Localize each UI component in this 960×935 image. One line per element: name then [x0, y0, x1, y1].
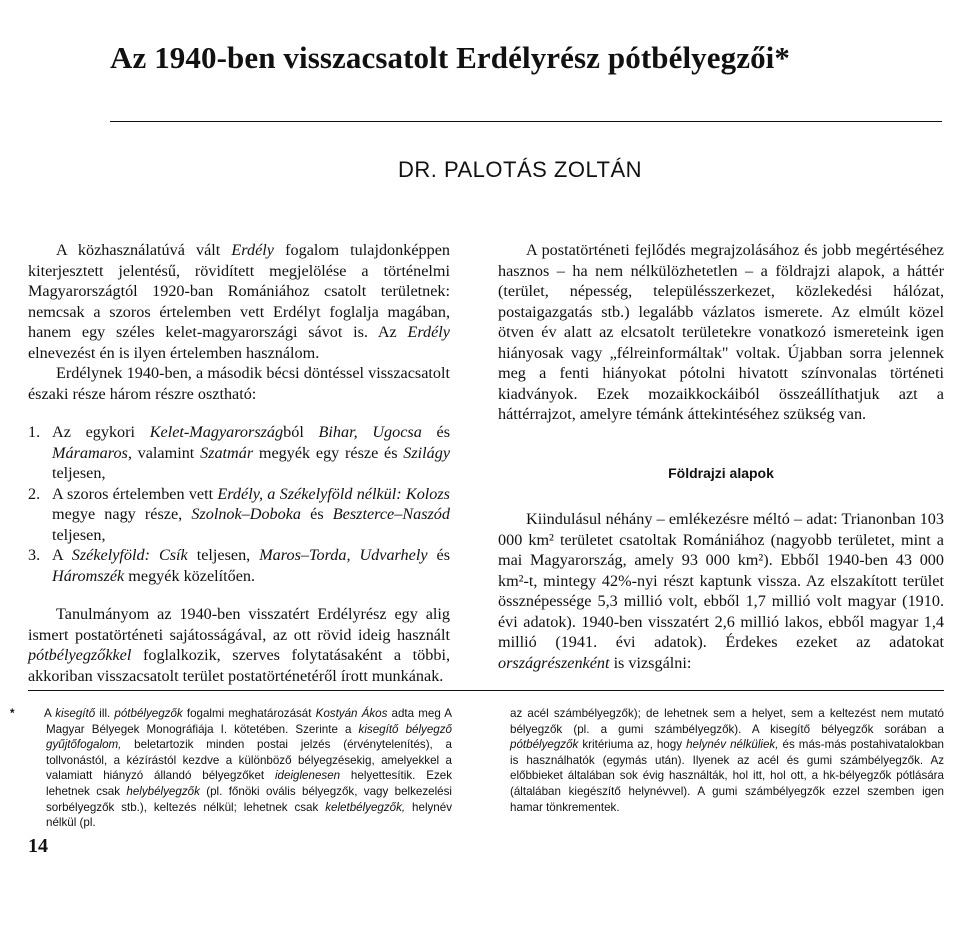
paragraph: A postatörténeti fejlődés megrajzolásához és jobb megértéséhez hasznos – ha nem nélkülözhetetlen – a földrajzi alapok, a háttér (terület, népesség, településszerkezet, közlekedési hálózat, postaigazgatás stb.) legalább vázlatos ismerete. Az elmúlt közel ötven év alatt az elcsatolt területekre vonatkozó ismereteink igen hiányosak vagy „félreinformáltak" voltak. Újabban sorra jelennek meg a fenti hiányokat pótolni hivatott színvonalas történeti kiadványok. Ezek mozaikkockáiból összeállíthatjuk azt a háttérrajzot, amelyre témánk áttekintéséhez szükség van.	[498, 241, 944, 423]
list-item: 2. A szoros értelemben vett Erdély, a Székelyföld nélkül: Kolozs megye nagy része, Szolnok–Doboka és Beszterce–Naszód teljesen,	[28, 484, 450, 544]
footnote-text: * A kisegítő ill. pótbélyegzők fogalmi meghatározását Kostyán Ákos adta meg A Magyar Bélyegek Monográfiája I. kötetében. Szerinte a kisegítő bélyegző gyűjtőfogalom, beletartozik minden postai jelzés (érvénytelenítés), a tollvonástól, a kézírástól kezdve a különböző bélyegzésekig, amelyekkel a valamiatt hiányzó állandó bélyegzőket ideiglenesen helyettesítik. Ezek lehetnek csak helybélyegzők (pl. főnöki ovális bélyegzők, vagy belkezelési sorbélyegzők stb.), keltezés nélkül; lehetnek csak keletbélyegzők, helynév nélkül (pl.	[10, 707, 453, 830]
footnote-right	[510, 706, 944, 815]
section-heading: Földrajzi alapok	[668, 464, 774, 481]
article-title: Az 1940-ben visszacsatolt Erdélyrész pótbélyegzői*	[110, 40, 790, 75]
paragraph: Erdélynek 1940-ben, a második bécsi döntéssel visszacsatolt északi része három részre osztható:	[28, 364, 450, 403]
footnote-left	[10, 706, 453, 831]
paragraph: Kiindulásul néhány – emlékezésre méltó – adat: Trianonban 103 000 km² területet csatoltak Romániához (nagyobb területet, mint a mai Magyarország, amely 93 000 km²). Ebből 1940-ben 43 000 km²-t, mintegy 42%-nyi részt kaptunk vissza. Az elszakított terület össznépessége 5,3 millió volt, ebből 1,7 millió volt magyar (1910. évi adatok). 1940-ben visszatért 2,6 millió lakos, ebből magyar 1,4 millió (1941. évi adatok). Érdekes ezeket az adatokat országrészenként is vizsgálni:	[498, 510, 944, 672]
left-column	[28, 240, 450, 686]
footnote-text: az acél számbélyegzők); de lehetnek sem a helyet, sem a keltezést nem mutató bélyegzők (pl. a gumi számbélyegzők). A kisegítő bélyegzők sorában a pótbélyegzők kritériuma az, hogy helynév nélküliek, és más-más postahivatalokban is használhatók (egymás után). Ilyenek az acél és gumi számbélyegzők. Az előbbieket általában sok évig használták, hol itt, hol ott, a hk-bélyegzők pótlására (általában kiegészítő helynévvel). A gumi számbélyegzők ezzel szemben igen hamar tönkrementek.	[510, 707, 944, 814]
title-rule	[110, 121, 942, 122]
footnote-rule	[28, 690, 944, 691]
author-name: DR. PALOTÁS ZOLTÁN	[397, 157, 643, 182]
region-list	[28, 422, 450, 586]
right-column	[498, 240, 944, 673]
list-item: 3. A Székelyföld: Csík teljesen, Maros–Torda, Udvarhely és Háromszék megyék közelítően.	[28, 546, 450, 585]
paragraph: A közhasználatúvá vált Erdély fogalom tulajdonképpen kiterjesztett jelentésű, rövidített megjelölése a történelmi Magyarországtól 1920-ban Romániához csatolt területnek: nemcsak a szoros értelemben vett Erdélyt foglalja magában, hanem egy széles kelet-magyarországi sávot is. Az Erdély elnevezést én is ilyen értelemben használom.	[28, 241, 450, 362]
paragraph: Tanulmányom az 1940-ben visszatért Erdélyrész egy alig ismert postatörténeti sajátosságával, az ott rövid ideig használt pótbélyegzőkkel foglalkozik, szerves folytatásaként a többi, akkoriban visszacsatolt terület postatörténetéről írott munkának.	[28, 605, 450, 685]
page-number: 14	[28, 835, 48, 857]
footnote-mark: *	[10, 707, 15, 720]
list-item: 1. Az egykori Kelet-Magyarországból Bihar, Ugocsa és Máramaros, valamint Szatmár megyék egy része és Szilágy teljesen,	[28, 423, 451, 482]
